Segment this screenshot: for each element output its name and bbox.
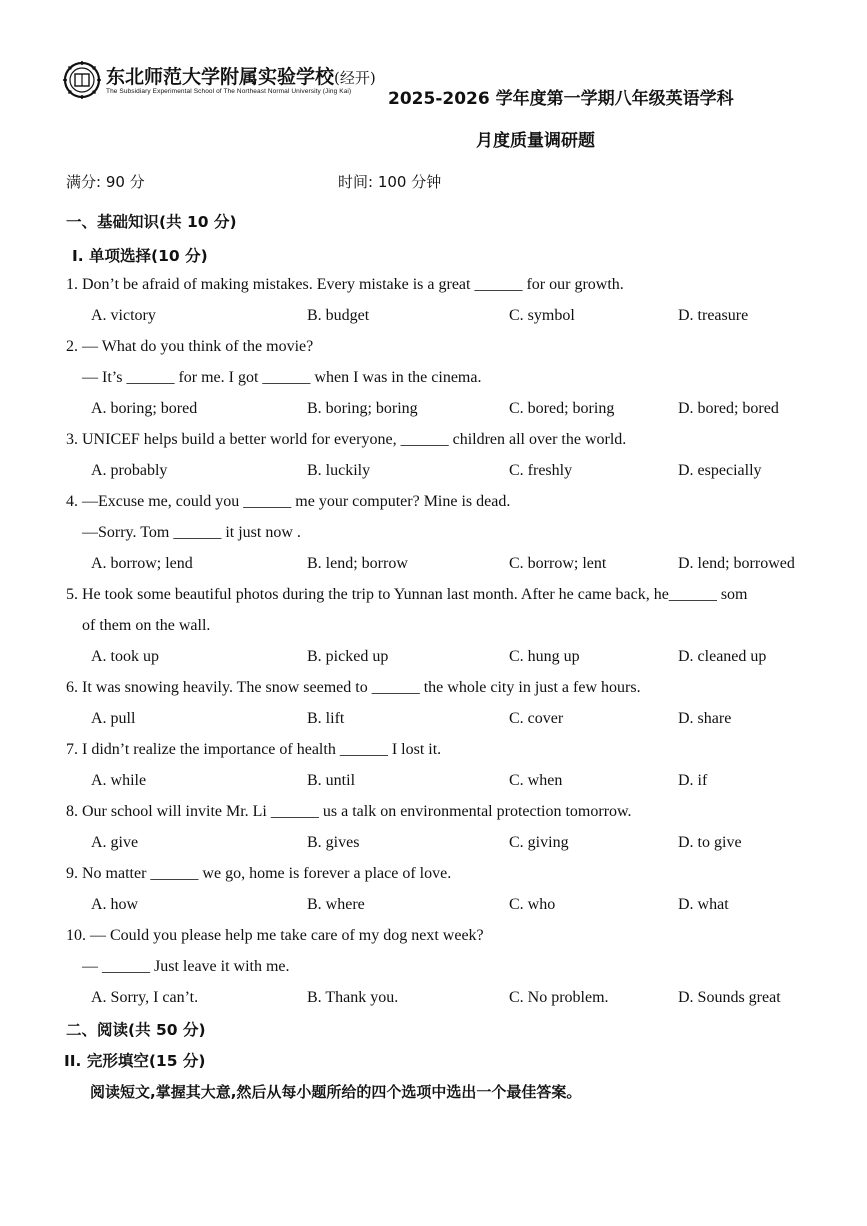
- answer-option: C. hung up: [509, 648, 580, 665]
- answer-option: C. No problem.: [509, 989, 609, 1006]
- school-name: [106, 62, 376, 89]
- question-stem: 9. No matter ______ we go, home is forever a place of love.: [66, 865, 452, 882]
- answer-option: A. boring; bored: [91, 400, 198, 417]
- answer-option: A. probably: [91, 462, 168, 479]
- answer-option: C. symbol: [509, 307, 575, 324]
- answer-option: C. cover: [509, 710, 564, 727]
- question-stem: — ______ Just leave it with me.: [82, 958, 290, 975]
- question-stem: 7. I didn’t realize the importance of health ______ I lost it.: [66, 741, 442, 758]
- answer-option: B. lend; borrow: [307, 555, 408, 572]
- school-name-en: The Subsidiary Experimental School of The Northeast Normal University (Jing Kai): [106, 88, 352, 95]
- question-stem: 1. Don’t be afraid of making mistakes. Every mistake is a great ______ for our growth.: [66, 276, 624, 293]
- school-branch: (经开): [334, 69, 376, 87]
- school-seal-icon: [62, 60, 102, 100]
- answer-option: C. when: [509, 772, 563, 789]
- answer-option: D. lend; borrowed: [678, 555, 795, 572]
- answer-option: B. Thank you.: [307, 989, 399, 1006]
- answer-option: A. victory: [91, 307, 156, 324]
- answer-option: D. if: [678, 772, 708, 789]
- question-stem: 4. —Excuse me, could you ______ me your computer? Mine is dead.: [66, 493, 511, 510]
- school-name-main: 东北师范大学附属实验学校: [106, 66, 335, 88]
- answer-option: B. boring; boring: [307, 400, 418, 417]
- question-stem: 6. It was snowing heavily. The snow seemed to ______ the whole city in just a few hours.: [66, 679, 641, 696]
- answer-option: D. to give: [678, 834, 742, 851]
- question-stem: 2. — What do you think of the movie?: [66, 338, 314, 355]
- question-stem: 3. UNICEF helps build a better world for everyone, ______ children all over the world.: [66, 431, 627, 448]
- answer-option: A. borrow; lend: [91, 555, 193, 572]
- answer-option: D. treasure: [678, 307, 749, 324]
- full-score: 满分: 90 分: [66, 173, 145, 191]
- answer-option: C. freshly: [509, 462, 573, 479]
- answer-option: A. while: [91, 772, 147, 789]
- cloze-instruction: 阅读短文,掌握其大意,然后从每小题所给的四个选项中选出一个最佳答案。: [90, 1083, 582, 1101]
- question-stem: 10. — Could you please help me take care of my dog next week?: [66, 927, 484, 944]
- section-heading-basics: 一、基础知识(共 10 分): [66, 213, 237, 231]
- question-stem: of them on the wall.: [82, 617, 211, 634]
- section-heading-cloze: II. 完形填空(15 分): [64, 1052, 206, 1070]
- question-stem: 5. He took some beautiful photos during the trip to Yunnan last month. After he came back, he______ som: [66, 586, 748, 603]
- answer-option: C. bored; boring: [509, 400, 615, 417]
- answer-option: A. took up: [91, 648, 159, 665]
- answer-option: C. who: [509, 896, 556, 913]
- question-stem: 8. Our school will invite Mr. Li ______ us a talk on environmental protection tomorrow.: [66, 803, 632, 820]
- answer-option: C. giving: [509, 834, 569, 851]
- answer-option: A. give: [91, 834, 139, 851]
- answer-option: D. Sounds great: [678, 989, 781, 1006]
- answer-option: D. cleaned up: [678, 648, 767, 665]
- answer-option: B. where: [307, 896, 365, 913]
- answer-option: A. Sorry, I can’t.: [91, 989, 199, 1006]
- section-heading-single-choice: I. 单项选择(10 分): [72, 247, 208, 265]
- answer-option: A. pull: [91, 710, 136, 727]
- exam-time: 时间: 100 分钟: [338, 173, 442, 191]
- answer-option: B. gives: [307, 834, 360, 851]
- answer-option: D. share: [678, 710, 732, 727]
- answer-option: A. how: [91, 896, 139, 913]
- answer-option: B. luckily: [307, 462, 371, 479]
- answer-option: B. budget: [307, 307, 370, 324]
- school-logo: [62, 58, 376, 104]
- exam-title: 2025-2026 学年度第一学期八年级英语学科: [388, 89, 734, 109]
- question-stem: — It’s ______ for me. I got ______ when I was in the cinema.: [82, 369, 482, 386]
- answer-option: C. borrow; lent: [509, 555, 607, 572]
- exam-subtitle: 月度质量调研题: [476, 131, 595, 151]
- answer-option: B. until: [307, 772, 356, 789]
- section-heading-reading: 二、阅读(共 50 分): [66, 1021, 206, 1039]
- answer-option: D. bored; bored: [678, 400, 779, 417]
- answer-option: B. picked up: [307, 648, 389, 665]
- answer-option: D. especially: [678, 462, 762, 479]
- answer-option: B. lift: [307, 710, 345, 727]
- question-stem: —Sorry. Tom ______ it just now .: [82, 524, 301, 541]
- answer-option: D. what: [678, 896, 729, 913]
